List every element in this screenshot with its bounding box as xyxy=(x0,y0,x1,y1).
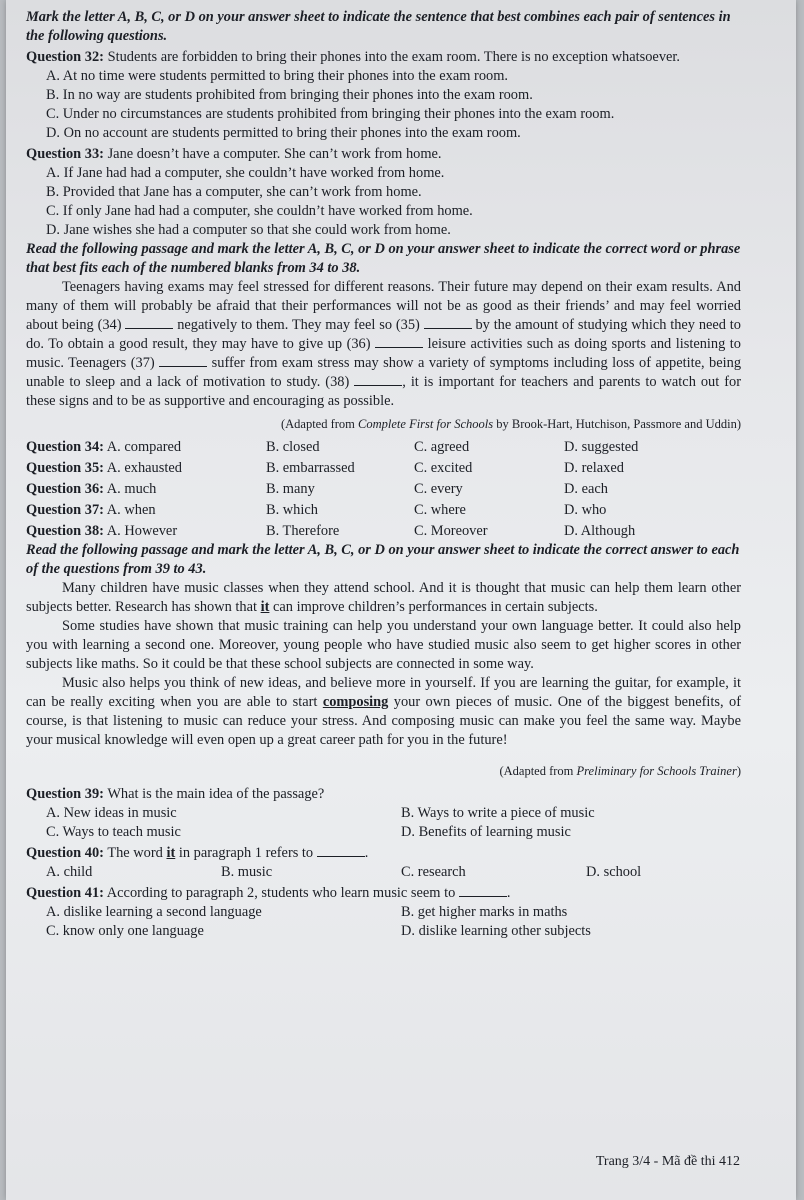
q39-option-d: D. Benefits of learning music xyxy=(401,824,571,840)
passage-text: Many children have music classes when they attend school. And it is thought that music can help them learn other subjects better. Research has shown that xyxy=(26,580,741,615)
q32-option-c: C. Under no circumstances are students prohibited from bringing their phones into the exam room. xyxy=(46,106,615,122)
question-text: According to paragraph 2, students who learn music seem to xyxy=(106,885,456,901)
q35-option-a: A. exhausted xyxy=(106,460,182,476)
source-suffix: by Brook-Hart, Hutchison, Passmore and Uddin) xyxy=(493,417,741,431)
q34-option-a: A. compared xyxy=(106,439,182,455)
source-title: Complete First for Schools xyxy=(358,417,494,431)
question-35 xyxy=(26,459,741,478)
question-label: Question 41: xyxy=(26,885,104,901)
question-39 xyxy=(26,785,741,804)
q37-label-a xyxy=(26,501,266,520)
q36-option-b: B. many xyxy=(266,481,315,497)
question-text: What is the main idea of the passage? xyxy=(107,786,325,802)
q38-option-c: C. Moreover xyxy=(414,523,488,539)
q35-option-b: B. embarrassed xyxy=(266,460,355,476)
blank-37 xyxy=(159,354,207,367)
q37-option-c: C. where xyxy=(414,502,466,518)
q40-option-d: D. school xyxy=(586,864,642,880)
q34-option-c: C. agreed xyxy=(414,439,470,455)
question-37 xyxy=(26,501,741,520)
underlined-word-composing: composing xyxy=(322,694,389,710)
cloze-passage xyxy=(26,278,741,411)
q40-option-b: B. music xyxy=(221,864,273,880)
question-32 xyxy=(26,48,741,67)
underlined-word-it: it xyxy=(166,845,176,861)
q41-option-b: B. get higher marks in maths xyxy=(401,904,568,920)
question-label: Question 34: xyxy=(26,439,104,455)
q34-label-a xyxy=(26,438,266,457)
blank-40 xyxy=(317,844,365,857)
q34-option-b: B. closed xyxy=(266,439,320,455)
source-citation-1 xyxy=(26,415,741,434)
source-suffix: ) xyxy=(736,764,741,778)
question-text: Students are forbidden to bring their phones into the exam room. There is no exception whatsoever. xyxy=(107,49,680,65)
question-label: Question 36: xyxy=(26,481,104,497)
q33-option-a: A. If Jane had had a computer, she couldn’t have worked from home. xyxy=(46,165,445,181)
q37-option-d: D. who xyxy=(564,502,607,518)
q41-option-c: C. know only one language xyxy=(46,923,204,939)
reading-paragraph-1 xyxy=(26,579,741,617)
instruction-reading: Read the following passage and mark the letter A, B, C, or D on your answer sheet to indicate the correct answer to each of the questions from 39 to 43. xyxy=(26,542,740,577)
q39-option-a: A. New ideas in music xyxy=(46,805,177,821)
q41-options xyxy=(26,903,741,941)
q37-option-b: B. which xyxy=(266,502,318,518)
question-34 xyxy=(26,438,741,457)
q33-option-d: D. Jane wishes she had a computer so that she could work from home. xyxy=(46,222,451,238)
q35-label-a xyxy=(26,459,266,478)
blank-36 xyxy=(375,335,423,348)
question-text: The word xyxy=(107,845,163,861)
q33-option-b: B. Provided that Jane has a computer, she can’t work from home. xyxy=(46,184,422,200)
q36-option-a: A. much xyxy=(106,481,157,497)
passage-text: Music also helps you think of new ideas, and believe more in yourself. If you are learning the guitar, for example, it can be really exciting when you are able to start xyxy=(26,675,741,710)
q36-option-d: D. each xyxy=(564,481,608,497)
reading-paragraph-3 xyxy=(26,674,741,750)
source-citation-2 xyxy=(26,762,741,781)
question-label: Question 38: xyxy=(26,523,104,539)
q36-label-a xyxy=(26,480,266,499)
question-41: Question 41: According to paragraph 2, students who learn music seem to . xyxy=(26,885,511,901)
q37-option-a: A. when xyxy=(106,502,156,518)
passage-text: Teenagers having exams may feel stressed for different reasons. Their future may depend on their exam results. And many of them will probably be afraid that their performances will not be as good as their friends’ and may feel worried about being (34) xyxy=(26,279,741,333)
reading-paragraph-2: Some studies have shown that music training can help you understand your own language better. It could also help you with learning a second one. Moreover, young people who have studied music also seem to get higher scores in other subjects like maths. So it could be that these school subjects are connected in some way. xyxy=(26,618,741,672)
q39-option-c: C. Ways to teach music xyxy=(46,824,181,840)
q40-options xyxy=(26,863,741,882)
q39-options xyxy=(26,804,741,842)
instruction-cloze: Read the following passage and mark the letter A, B, C, or D on your answer sheet to indicate the correct word or phrase that best fits each of the numbered blanks from 34 to 38. xyxy=(26,241,741,276)
underlined-word-it: it xyxy=(260,599,270,615)
passage-text: your own pieces of music. One of the biggest benefits, of course, is that listening to music can reduce your stress. And composing music can make you feel the same way. Maybe your musical knowledge will even open up a great career path for you in the future! xyxy=(26,694,741,748)
passage-text: leisure activities such as doing sports and listening to music. Teenagers (37) xyxy=(26,336,741,371)
q34-option-d: D. suggested xyxy=(564,439,639,455)
q32-option-a: A. At no time were students permitted to bring their phones into the exam room. xyxy=(46,68,509,84)
question-label: Question 39: xyxy=(26,786,104,802)
passage-text: , it is important for teachers and parents to watch out for these signs and to be as supportive and encouraging as possible. xyxy=(26,374,741,409)
instruction-combine: Mark the letter A, B, C, or D on your answer sheet to indicate the sentence that best combines each pair of sentences in the following questions. xyxy=(26,9,731,44)
q33-option-c: C. If only Jane had had a computer, she couldn’t have worked from home. xyxy=(46,203,473,219)
q38-option-b: B. Therefore xyxy=(266,523,340,539)
passage-text: negatively to them. They may feel so (35) xyxy=(177,317,420,333)
blank-35 xyxy=(424,316,472,329)
question-label: Question 37: xyxy=(26,502,104,518)
q40-option-a: A. child xyxy=(46,864,93,880)
source-prefix: (Adapted from xyxy=(280,417,359,431)
question-label: Question 40: xyxy=(26,845,104,861)
source-prefix: (Adapted from xyxy=(499,764,577,778)
question-33 xyxy=(26,145,741,164)
page-footer: Trang 3/4 - Mã đề thi 412 xyxy=(595,1154,740,1169)
exam-content xyxy=(26,8,741,941)
q38-label-a xyxy=(26,522,266,541)
q35-option-c: C. excited xyxy=(414,460,473,476)
q41-option-d: D. dislike learning other subjects xyxy=(401,923,591,939)
q38-option-d: D. Although xyxy=(564,523,636,539)
q39-option-b: B. Ways to write a piece of music xyxy=(401,805,595,821)
passage-text: by the amount of studying which they need to do. To obtain a good result, they may have to give up (36) xyxy=(26,317,741,352)
passage-text: suffer from exam stress may show a variety of symptoms including loss of appetite, being unable to sleep and a lack of motivation to study. (38) xyxy=(26,355,742,390)
question-38 xyxy=(26,522,741,541)
q35-option-d: D. relaxed xyxy=(564,460,624,476)
q32-option-b: B. In no way are students prohibited from bringing their phones into the exam room. xyxy=(46,87,533,103)
question-text: Jane doesn’t have a computer. She can’t work from home. xyxy=(107,146,442,162)
question-text: in paragraph 1 refers to xyxy=(178,845,314,861)
question-label: Question 33: xyxy=(26,146,104,162)
question-label: Question 32: xyxy=(26,49,104,65)
q32-option-d: D. On no account are students permitted to bring their phones into the exam room. xyxy=(46,125,521,141)
question-36 xyxy=(26,480,741,499)
q41-option-a: A. dislike learning a second language xyxy=(46,904,262,920)
question-label: Question 35: xyxy=(26,460,104,476)
q40-option-c: C. research xyxy=(401,864,466,880)
q36-option-c: C. every xyxy=(414,481,463,497)
exam-sheet xyxy=(6,0,796,1200)
question-40: Question 40: The word it in paragraph 1 refers to . xyxy=(26,845,369,861)
q38-option-a: A. However xyxy=(106,523,178,539)
source-title: Preliminary for Schools Trainer xyxy=(576,764,737,778)
blank-38 xyxy=(354,373,402,386)
blank-41 xyxy=(459,884,507,897)
passage-text: can improve children’s performances in certain subjects. xyxy=(273,599,598,615)
blank-34 xyxy=(125,316,173,329)
